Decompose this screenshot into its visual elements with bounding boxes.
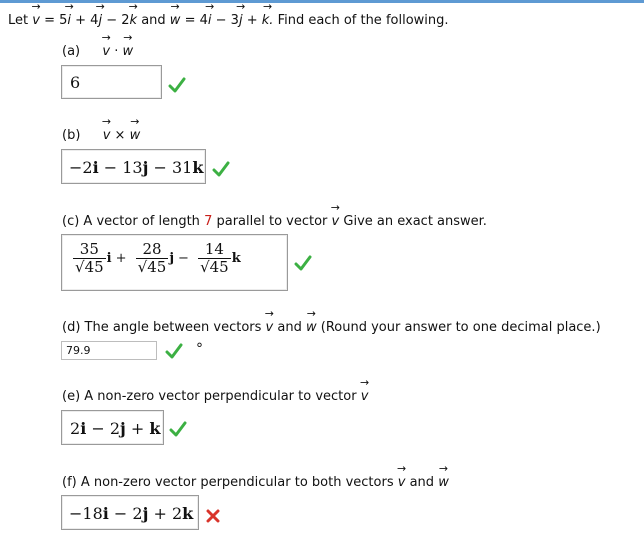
numerator: 14: [204, 240, 224, 258]
vector-v-symbol: → v: [398, 475, 406, 490]
unit-j: j: [120, 419, 126, 438]
part-label: (a): [62, 44, 81, 59]
part-f-label: [62, 475, 449, 490]
check-icon: [168, 77, 186, 93]
part-text: (d) The angle between vectors: [62, 320, 262, 335]
unit-i: i: [102, 504, 109, 523]
unit-j: j: [142, 158, 149, 177]
unit-k: → k: [130, 13, 138, 28]
part-e-answer[interactable]: [61, 410, 164, 445]
operator: +: [115, 251, 127, 266]
fraction: [73, 241, 106, 276]
answer-expression: [72, 241, 241, 276]
denominator: √45: [75, 258, 104, 276]
part-text: (e) A non-zero vector perpendicular to vector: [62, 389, 357, 404]
operator: −: [178, 251, 189, 266]
prompt-term: = 5: [44, 13, 68, 28]
vector-v-symbol: → v: [266, 320, 274, 335]
answer-term: − 31: [148, 158, 193, 177]
part-c-label: [62, 214, 487, 229]
part-e-label: [62, 389, 368, 404]
check-icon: [212, 161, 230, 177]
check-icon: [294, 255, 312, 271]
part-b-answer[interactable]: [61, 149, 206, 184]
prompt-and: and: [141, 13, 166, 28]
answer-term: 2: [70, 419, 81, 438]
unit-k: k: [149, 419, 161, 438]
unit-k: → k.: [262, 13, 274, 28]
x-mark-icon: [206, 509, 220, 523]
answer-term: − 13: [98, 158, 143, 177]
part-label: (b): [62, 128, 81, 143]
answer-term: − 2: [86, 419, 121, 438]
dot-operator: ·: [114, 44, 119, 59]
degree-unit: °: [196, 341, 203, 357]
part-f-answer[interactable]: [61, 495, 199, 530]
problem-statement: [8, 13, 449, 28]
answer-expression: [69, 158, 203, 177]
fraction: [136, 241, 169, 276]
part-text: (c) A vector of length: [62, 214, 200, 229]
answer-value: 6: [70, 73, 81, 92]
answer-term: −2: [69, 158, 93, 177]
unit-j: j: [169, 251, 175, 266]
part-d-label: [62, 320, 601, 335]
vector-w-symbol: → w: [123, 44, 134, 59]
check-icon: [169, 421, 187, 437]
prompt-lead: Let: [8, 13, 29, 28]
prompt-term: − 3: [215, 13, 239, 28]
unit-k: k: [192, 158, 204, 177]
part-text: (f) A non-zero vector perpendicular to both vectors: [62, 475, 394, 490]
answer-term: − 2: [108, 504, 143, 523]
part-text: (Round your answer to one decimal place.): [320, 320, 601, 335]
unit-j: j: [142, 504, 149, 523]
check-icon: [165, 343, 183, 359]
vector-w-symbol: → w: [306, 320, 317, 335]
prompt-term: − 2: [106, 13, 130, 28]
vector-v-symbol: → v: [361, 389, 369, 404]
part-text: and: [277, 320, 302, 335]
answer-expression: [69, 504, 193, 523]
unit-i: → i: [67, 13, 71, 28]
unit-j: → j: [98, 13, 102, 28]
unit-i: → i: [208, 13, 212, 28]
numerator: 28: [142, 240, 162, 258]
unit-i: i: [80, 419, 87, 438]
cross-operator: ×: [114, 128, 126, 143]
highlighted-length: 7: [204, 214, 213, 229]
unit-k: k: [182, 504, 194, 523]
unit-i: i: [106, 251, 112, 266]
unit-i: i: [92, 158, 99, 177]
prompt-tail: Find each of the following.: [277, 13, 449, 28]
vector-w-symbol: → w: [170, 13, 181, 28]
vector-w-symbol: → w: [130, 128, 141, 143]
answer-term: + 2: [148, 504, 183, 523]
part-b-label: [62, 128, 140, 143]
prompt-term: = 4: [184, 13, 208, 28]
radicand: 45: [84, 258, 104, 276]
vector-v-symbol: → v: [332, 214, 340, 229]
radicand: 45: [147, 258, 167, 276]
numerator: 35: [79, 240, 99, 258]
unit-k: k: [231, 251, 241, 266]
vector-v-symbol: → v: [103, 128, 111, 143]
prompt-term: +: [246, 13, 258, 28]
vector-v-symbol: → v: [102, 44, 110, 59]
answer-term: +: [125, 419, 150, 438]
answer-expression: [70, 419, 161, 438]
part-a-answer[interactable]: [61, 65, 162, 99]
angle-input[interactable]: [61, 341, 157, 360]
denominator: √45: [200, 258, 229, 276]
part-text: Give an exact answer.: [343, 214, 487, 229]
vector-v-symbol: → v: [32, 13, 40, 28]
part-c-answer[interactable]: [61, 234, 288, 291]
fraction: [198, 241, 231, 276]
part-text: parallel to vector: [216, 214, 328, 229]
unit-j: → j: [239, 13, 243, 28]
vector-w-symbol: → w: [438, 475, 449, 490]
part-a-label: [62, 44, 133, 59]
radicand: 45: [209, 258, 229, 276]
answer-term: −18: [69, 504, 103, 523]
denominator: √45: [137, 258, 167, 276]
part-text: and: [409, 475, 435, 490]
prompt-term: + 4: [75, 13, 99, 28]
